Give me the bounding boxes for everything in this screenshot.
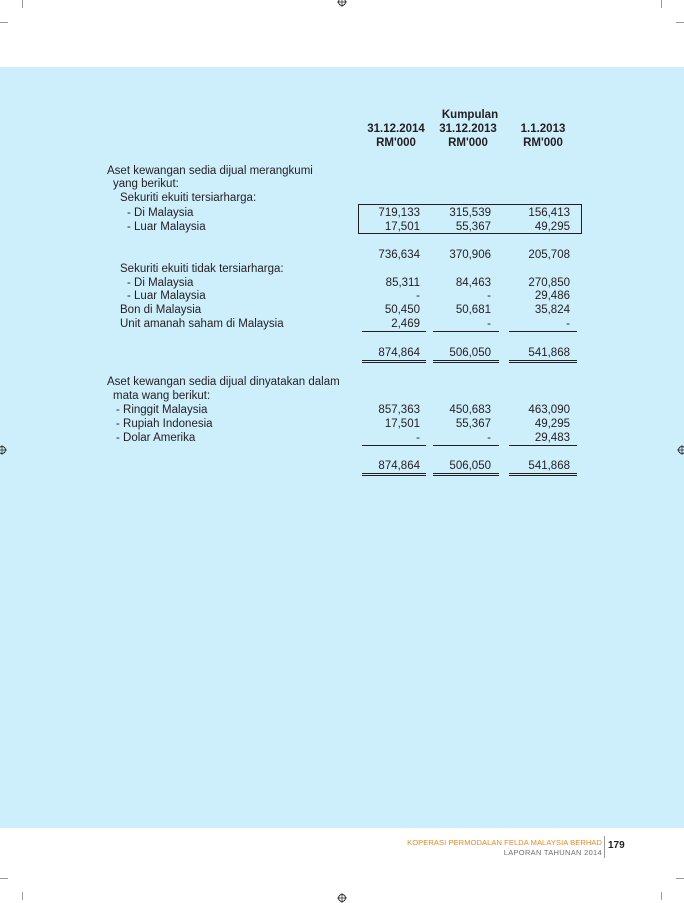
total-double-rule	[433, 473, 499, 474]
row-label: - Di Malaysia	[127, 206, 193, 220]
crop-mark	[0, 22, 8, 23]
content-panel	[0, 67, 684, 828]
subtotal-rule	[509, 331, 577, 332]
col3-date: 1.1.2013	[510, 122, 576, 136]
row-label: - Dolar Amerika	[116, 431, 195, 445]
total-double-rule	[433, 360, 499, 361]
total-double-rule	[362, 473, 426, 474]
total-double-rule	[509, 360, 577, 361]
section1-total: 506,050	[430, 346, 491, 360]
crop-mark	[22, 0, 23, 8]
cell: 55,367	[430, 417, 491, 431]
section1-title-cont: yang berikut:	[113, 177, 179, 191]
cell: 2,469	[360, 317, 420, 331]
registration-mark-icon	[677, 445, 684, 455]
section2-total: 506,050	[430, 459, 491, 473]
row-label: - Ringgit Malaysia	[116, 403, 207, 417]
cell: 450,683	[430, 403, 491, 417]
section1-total: 541,868	[505, 346, 570, 360]
total-double-rule	[362, 362, 426, 363]
col2-unit: RM'000	[433, 136, 503, 150]
row-label: Unit amanah saham di Malaysia	[120, 317, 284, 331]
crop-mark	[661, 892, 662, 900]
footer-report: LAPORAN TAHUNAN 2014	[504, 848, 602, 857]
row-label: - Rupiah Indonesia	[116, 417, 213, 431]
row-label: Bon di Malaysia	[120, 303, 201, 317]
cell: -	[360, 289, 420, 303]
quoted-subtotal: 370,906	[430, 248, 491, 262]
cell: -	[430, 431, 491, 445]
crop-mark	[676, 22, 684, 23]
footer-divider	[604, 836, 605, 858]
registration-mark-icon	[337, 893, 347, 903]
group-header: Kumpulan	[432, 108, 508, 122]
crop-mark	[676, 878, 684, 879]
cell: 49,295	[505, 220, 570, 234]
total-double-rule	[509, 362, 577, 363]
cell: 50,681	[430, 303, 491, 317]
unquoted-label: Sekuriti ekuiti tidak tersiarharga:	[120, 262, 284, 276]
crop-mark	[661, 0, 662, 8]
cell: 17,501	[360, 220, 420, 234]
cell: 463,090	[505, 403, 570, 417]
cell: 270,850	[505, 276, 570, 290]
subtotal-rule	[433, 445, 499, 446]
section2-total: 874,864	[360, 459, 420, 473]
col3-unit: RM'000	[510, 136, 576, 150]
cell: 857,363	[360, 403, 420, 417]
section2-total: 541,868	[505, 459, 570, 473]
cell: 55,367	[430, 220, 491, 234]
cell: 156,413	[505, 206, 570, 220]
cell: 35,824	[505, 303, 570, 317]
total-double-rule	[433, 362, 499, 363]
cell: 50,450	[360, 303, 420, 317]
subtotal-rule	[509, 445, 577, 446]
total-double-rule	[509, 475, 577, 476]
row-label: - Luar Malaysia	[127, 289, 206, 303]
subtotal-rule	[433, 331, 499, 332]
subtotal-rule	[362, 445, 426, 446]
cell: -	[360, 431, 420, 445]
registration-mark-icon	[0, 445, 7, 455]
cell: 85,311	[360, 276, 420, 290]
col1-date: 31.12.2014	[360, 122, 432, 136]
cell: 84,463	[430, 276, 491, 290]
cell: 315,539	[430, 206, 491, 220]
footer-org: KOPERASI PERMODALAN FELDA MALAYSIA BERHAD	[407, 838, 602, 847]
total-double-rule	[509, 473, 577, 474]
cell: 17,501	[360, 417, 420, 431]
row-label: - Di Malaysia	[127, 276, 193, 290]
cell: -	[505, 317, 570, 331]
quoted-subtotal: 736,634	[360, 248, 420, 262]
row-label: - Luar Malaysia	[127, 220, 206, 234]
section1-total: 874,864	[360, 346, 420, 360]
cell: 29,483	[505, 431, 570, 445]
total-double-rule	[362, 475, 426, 476]
quoted-subtotal: 205,708	[505, 248, 570, 262]
cell: 719,133	[360, 206, 420, 220]
col1-unit: RM'000	[360, 136, 432, 150]
quoted-label: Sekuriti ekuiti tersiarharga:	[120, 191, 256, 205]
total-double-rule	[433, 475, 499, 476]
crop-mark	[22, 892, 23, 900]
cell: 49,295	[505, 417, 570, 431]
cell: -	[430, 317, 491, 331]
crop-mark	[0, 878, 8, 879]
cell: -	[430, 289, 491, 303]
cell: 29,486	[505, 289, 570, 303]
registration-mark-icon	[337, 0, 347, 7]
subtotal-rule	[362, 331, 426, 332]
col2-date: 31.12.2013	[433, 122, 503, 136]
total-double-rule	[362, 360, 426, 361]
section2-title-cont: mata wang berikut:	[113, 389, 210, 403]
section1-title: Aset kewangan sedia dijual merangkumi	[107, 164, 313, 178]
page-number: 179	[608, 840, 625, 851]
section2-title: Aset kewangan sedia dijual dinyatakan dalam	[107, 375, 340, 389]
